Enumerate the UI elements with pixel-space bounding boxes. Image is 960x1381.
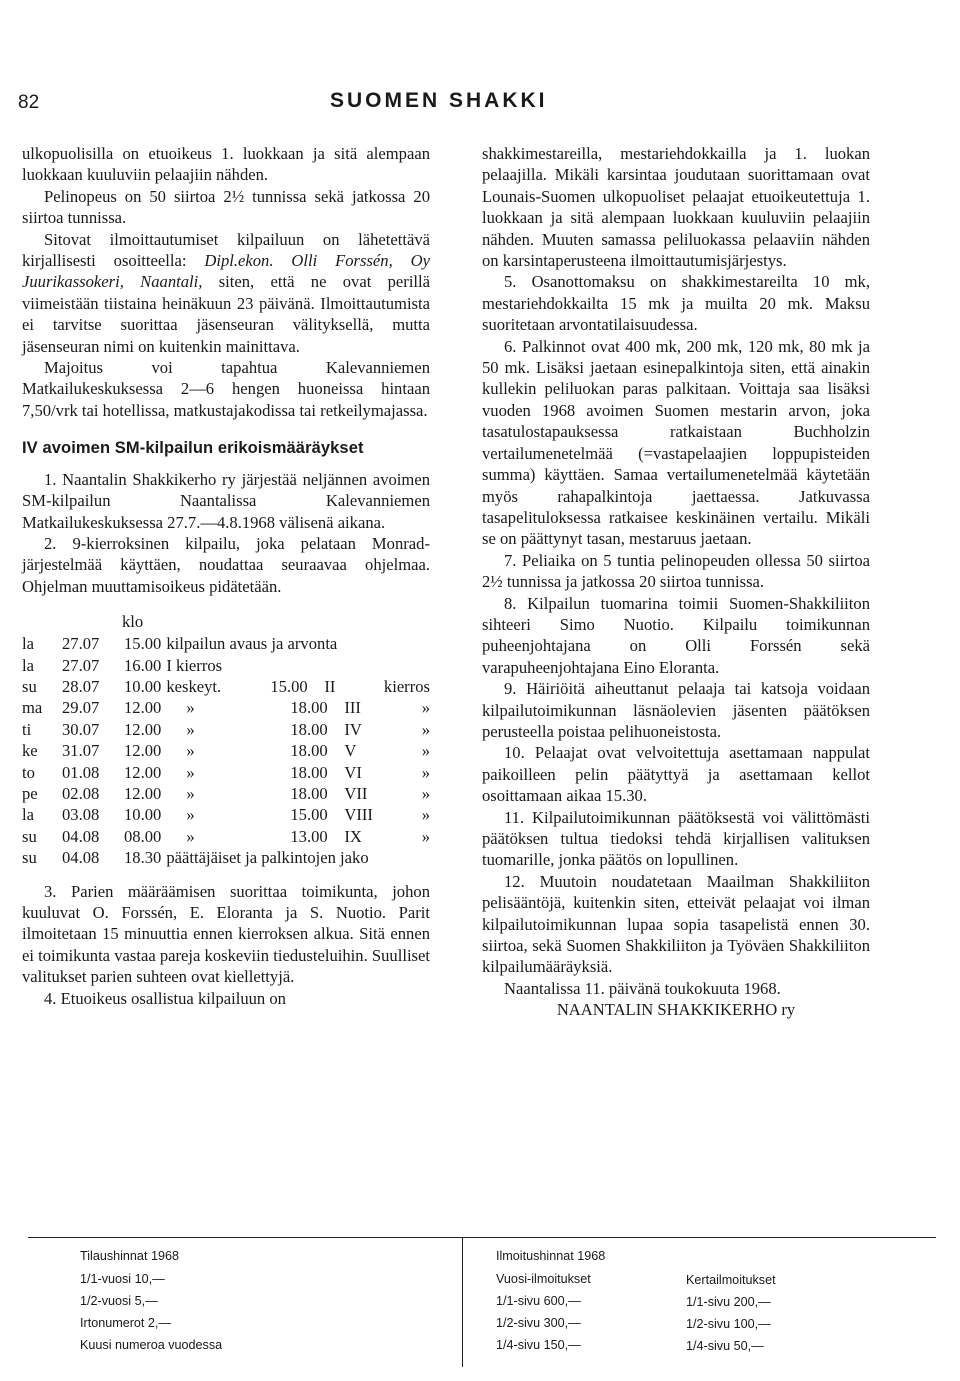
schedule-mark: » (186, 719, 195, 739)
schedule-date: 27.07 (62, 634, 100, 654)
registration-address: Dipl.ekon. Olli Forssén, Oy Juurikassokeri, Naantali, (22, 251, 430, 292)
schedule-tail: kierros (383, 676, 430, 696)
rule-2: 2. 9-kierroksinen kilpailu, joka pelataan Monrad-järjestelmää käyttäen, noudattaa seuraavaa ohjelmaa. Ohjelman muuttamisoikeus pidätetään. (22, 533, 430, 596)
schedule-row (22, 762, 430, 783)
paragraph-time-control: Pelinopeus on 50 siirtoa 2½ tunnissa sekä jatkossa 20 siirtoa tunnissa. (22, 186, 430, 228)
ad-single-line: 1/2-sivu 100,— (686, 1317, 771, 1331)
schedule-event: päättäjäiset ja palkintojen jako (166, 848, 369, 868)
schedule-event (161, 719, 430, 740)
schedule-day: to (22, 762, 35, 782)
schedule-time: 12.00 (124, 783, 162, 803)
schedule-round: V (344, 741, 357, 761)
schedule-date: 27.07 (62, 655, 100, 675)
schedule-row (22, 847, 430, 868)
rule-12: 12. Muutoin noudatetaan Maailman Shakkiliiton pelisääntöjä, kuitenkin siten, etteivät pelaajat voi ilman kilpailutoimikunnan lupaa sopia tasapelistä ennen 30. siirtoa, sekä Suomen Shakkiliiton ja Työväen Shakkiliiton kilpailumääräyksiä. (482, 871, 870, 977)
ad-yearly-line: 1/2-sivu 300,— (496, 1316, 581, 1330)
ad-single-line: 1/4-sivu 50,— (686, 1339, 764, 1353)
rule-11: 11. Kilpailutoimikunnan päätöksestä voi välittömästi päätöksen tultua tiedoksi tehdä kirjallisen valituksen tuomarille, jonka päätös on lopullinen. (482, 807, 870, 870)
ad-prices-title: Ilmoitushinnat 1968 (496, 1249, 606, 1263)
schedule-time-2: 13.00 (290, 826, 328, 846)
schedule-time-2: 18.00 (290, 783, 328, 803)
ad-yearly-heading: Vuosi-ilmoitukset (496, 1272, 591, 1286)
schedule-event: kilpailun avaus ja arvonta (166, 634, 338, 654)
rule-6: 6. Palkinnot ovat 400 mk, 200 mk, 120 mk, 80 mk ja 50 mk. Lisäksi jaetaan esinepalkintoja siten, että ainakin kullekin peliluokan paras palkitaan. Voittaja saa lisäksi vuoden 1968 avoimen Suomen mestarin arvon, joka tasatulostapauksessa ratkaistaan Buchholzin vertailumenetelmää (=vastapelaajien loppupisteiden summa) käyttäen. Samaa vertailumenetelmää käytetään myös rahapalkintoja jaettaessa. Jatkuvassa tasapelituloksessa ratkaisee keskinäinen vertailu. Mikäli se on päättynyt tasan, mestaruus jaetaan. (482, 336, 870, 549)
right-column (482, 143, 870, 1021)
schedule-time: 08.00 (124, 826, 162, 846)
subscription-title: Tilaushinnat 1968 (80, 1249, 179, 1263)
schedule-day: su (22, 676, 37, 696)
subscription-line: Irtonumerot 2,— (80, 1316, 171, 1330)
schedule-time: 16.00 (124, 655, 162, 675)
schedule-day: su (22, 848, 37, 868)
schedule-mark: » (186, 805, 195, 825)
schedule-row (22, 783, 430, 804)
schedule-tail: » (421, 741, 430, 761)
rule-3: 3. Parien määräämisen suorittaa toimikunta, johon kuuluvat O. Forssén, E. Eloranta ja S. Nuotio. Parit ilmoitetaan 15 minuuttia ennen kierroksen alkua. Sitä ennen ei toimikunta vastaa pareja koskeviin tiedusteluihin. Suulliset valitukset parien suhteen ovat kiellettyjä. (22, 881, 430, 987)
schedule-day: la (22, 655, 34, 675)
rule-7: 7. Peliaika on 5 tuntia pelinopeuden ollessa 50 siirtoa 2½ tunnissa ja jatkossa 20 siirtoa tunnissa. (482, 550, 870, 592)
registration-text-a: Sitovat ilmoittautumiset kilpailuun on lähetettävä kirjallisesti osoitteella: (22, 229, 430, 271)
footer-rule (28, 1237, 936, 1238)
page-header (0, 0, 960, 125)
schedule-event (161, 783, 430, 804)
schedule-row (22, 719, 430, 740)
schedule-date: 30.07 (62, 719, 100, 739)
schedule-date: 02.08 (62, 783, 100, 803)
schedule-day: la (22, 805, 34, 825)
schedule-time-2: 18.00 (290, 762, 328, 782)
rule-9: 9. Häiriöitä aiheuttanut pelaaja tai katsoja voidaan kilpailutoimikunnan läsnäolevien jäsenten päätöksen perusteella poistaa pelihuoneistosta. (482, 679, 870, 741)
schedule-tail: » (421, 719, 430, 739)
schedule-row (22, 804, 430, 825)
schedule-time-2: 18.00 (290, 741, 328, 761)
schedule-mark: » (186, 698, 195, 718)
signature: NAANTALIN SHAKKIKERHO ry (556, 1000, 796, 1020)
paragraph-registration (22, 229, 430, 357)
schedule-event (161, 804, 430, 825)
subscription-prices (80, 1245, 222, 1356)
schedule-table (22, 633, 430, 868)
registration-text-b: siten, että ne ovat perillä viimeistään tiistaina heinäkuun 23 päivänä. Ilmoittautumista ei tarvitse suorittaa jäsenseuran välityksellä, mutta jäsenseuran nimi on kuitenkin mainittava. (22, 272, 431, 356)
schedule-date: 28.07 (62, 676, 100, 696)
schedule-round: IX (344, 826, 362, 846)
schedule-date: 04.08 (62, 826, 100, 846)
schedule-tail: » (421, 762, 430, 782)
rule-8: 8. Kilpailun tuomarina toimii Suomen-Shakkiliiton sihteeri Simo Nuotio. Kilpailu toimikunnan puheenjohtajana on Olli Forssén sekä varapuheenjohtajana Eino Eloranta. (482, 593, 870, 677)
subscription-line: 1/2-vuosi 5,— (80, 1294, 158, 1308)
schedule-time: 15.00 (124, 634, 162, 654)
rule-10: 10. Pelaajat ovat velvoitettuja asettamaan nappulat paikoilleen pelin päätyttyä ja asettamaan kellot osoittamaan aikaa 15.30. (482, 743, 870, 806)
ad-single-line: 1/1-sivu 200,— (686, 1295, 771, 1309)
rule-4-continuation: shakkimestareilla, mestariehdokkailla ja 1. luokan pelaajilla. Mikäli karsintaa joudutaan suorittamaan ovat Lounais-Suomen ulkopuoliset pelaajat etuoikeutettuja 1. luokkaan ja sitä alempaan luokkaan kuuluviin pelaajiin nähden. Muuten samassa peliluokassa pelaaviin nähden on karsintaperusteena ilmoittautumisjärjestys. (482, 144, 870, 271)
schedule-day: su (22, 826, 37, 846)
rule-5: 5. Osanottomaksu on shakkimestareilta 10 mk, mestariehdokkailta 15 mk ja muilta 20 mk. Maksu suoritetaan arvontatilaisuudessa. (482, 272, 870, 335)
schedule-row (22, 633, 430, 654)
schedule-round: VII (344, 783, 368, 803)
journal-title: SUOMEN SHAKKI (330, 89, 548, 112)
schedule-round: IV (344, 719, 362, 739)
schedule-tail: » (421, 698, 430, 718)
schedule-date: 31.07 (62, 741, 100, 761)
schedule-tail: » (421, 783, 430, 803)
rule-4: 4. Etuoikeus osallistua kilpailuun on (44, 988, 286, 1008)
schedule-event (161, 676, 430, 697)
schedule-time: 12.00 (124, 741, 162, 761)
schedule-time-2: 18.00 (290, 719, 328, 739)
schedule-date: 29.07 (62, 698, 100, 718)
page-number: 82 (18, 92, 40, 113)
place-date: Naantalissa 11. päivänä toukokuuta 1968. (504, 978, 781, 998)
schedule-time: 10.00 (124, 676, 162, 696)
schedule-event (161, 697, 430, 718)
schedule-time: 18.30 (124, 848, 162, 868)
schedule-time-2: 15.00 (270, 676, 308, 696)
section-heading: IV avoimen SM-kilpailun erikoismääräykset (22, 439, 364, 458)
schedule-time: 12.00 (124, 762, 162, 782)
schedule-tail: » (421, 805, 430, 825)
schedule-date: 03.08 (62, 805, 100, 825)
schedule-row (22, 697, 430, 718)
paragraph-accommodation: Majoitus voi tapahtua Kalevanniemen Matkailukeskuksessa 2—6 hengen huoneissa hintaan 7,50/vrk tai hotellissa, matkustajakodissa tai retkeilymajassa. (22, 358, 430, 420)
schedule-round: II (324, 676, 336, 696)
schedule-time: 12.00 (124, 698, 162, 718)
schedule-mark: keskeyt. (166, 676, 222, 696)
schedule-event (161, 826, 430, 847)
ad-yearly-line: 1/4-sivu 150,— (496, 1338, 581, 1352)
schedule-day: ke (22, 741, 38, 761)
schedule-time-2: 15.00 (290, 805, 328, 825)
schedule-event: I kierros (166, 655, 223, 675)
schedule-date: 01.08 (62, 762, 100, 782)
schedule-mark: » (186, 741, 195, 761)
schedule-round: III (344, 698, 361, 718)
schedule-event (161, 762, 430, 783)
schedule-time: 10.00 (124, 805, 162, 825)
subscription-line: 1/1-vuosi 10,— (80, 1272, 165, 1286)
schedule-klo-label: klo (122, 612, 144, 632)
schedule-day: ti (22, 719, 32, 739)
schedule-round: VIII (344, 805, 373, 825)
schedule-day: la (22, 634, 34, 654)
ad-single-heading: Kertailmoitukset (686, 1273, 776, 1287)
schedule-row (22, 676, 430, 697)
schedule-day: ma (22, 698, 43, 718)
schedule-event (161, 740, 430, 761)
schedule-mark: » (186, 762, 195, 782)
schedule-mark: » (186, 783, 195, 803)
ad-prices-yearly (496, 1245, 605, 1356)
footer-divider (462, 1237, 463, 1367)
ad-yearly-line: 1/1-sivu 600,— (496, 1294, 581, 1308)
left-column (22, 143, 430, 1009)
schedule-row (22, 740, 430, 761)
schedule-time-2: 18.00 (290, 698, 328, 718)
rule-1: 1. Naantalin Shakkikerho ry järjestää neljännen avoimen SM-kilpailun Naantalissa Kalevanniemen Matkailukeskuksessa 27.7.—4.8.1968 välisenä aikana. (22, 469, 430, 532)
paragraph-continuation: ulkopuolisilla on etuoikeus 1. luokkaan ja sitä alempaan luokkaan kuuluviin pelaajiin nähden. (22, 144, 430, 185)
schedule-round: VI (344, 762, 362, 782)
schedule-day: pe (22, 783, 38, 803)
schedule-row (22, 826, 430, 847)
schedule-time: 12.00 (124, 719, 162, 739)
schedule-tail: » (421, 826, 430, 846)
schedule-row (22, 655, 430, 676)
ad-prices-single (686, 1269, 776, 1357)
schedule-date: 04.08 (62, 848, 100, 868)
schedule-mark: » (186, 826, 195, 846)
subscription-line: Kuusi numeroa vuodessa (80, 1338, 223, 1352)
